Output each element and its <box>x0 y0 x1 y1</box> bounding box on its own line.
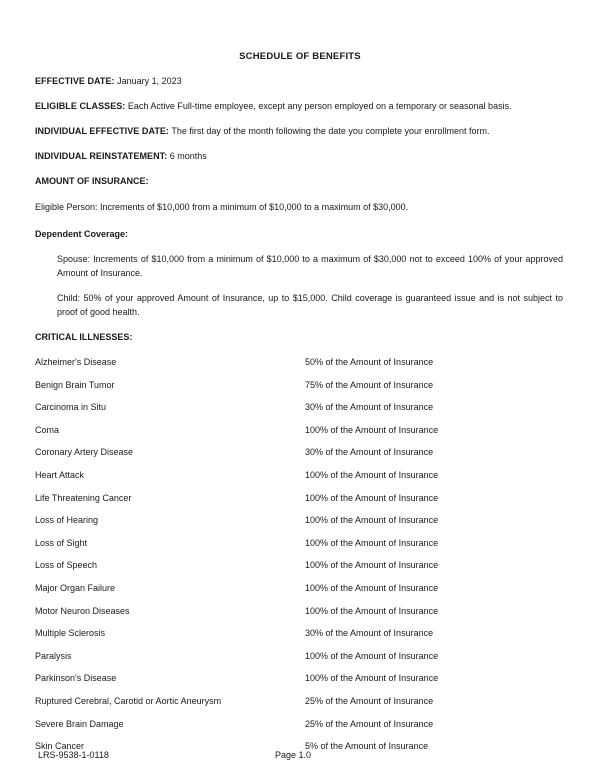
illness-benefit: 100% of the Amount of Insurance <box>305 582 439 593</box>
form-code: LRS-9538-1-0118 <box>38 750 109 760</box>
illness-name: Loss of Sight <box>35 537 88 548</box>
field-individual-effective-date-label: INDIVIDUAL EFFECTIVE DATE: <box>35 126 169 136</box>
illness-benefit: 30% of the Amount of Insurance <box>305 628 434 639</box>
field-individual-effective-date-value: The first day of the month following the date you complete your enrollment form. <box>171 126 490 136</box>
field-effective-date <box>35 75 565 88</box>
field-individual-reinstatement-label: INDIVIDUAL REINSTATEMENT: <box>35 151 168 161</box>
illness-name: Ruptured Cerebral, Carotid or Aortic Aneurysm <box>35 695 222 706</box>
table-row <box>35 356 565 379</box>
table-row <box>35 718 565 741</box>
illness-benefit: 50% of the Amount of Insurance <box>305 357 434 367</box>
subheading-dependent-coverage: Dependent Coverage: <box>35 229 129 239</box>
illness-name: Coronary Artery Disease <box>35 447 134 458</box>
illness-benefit: 30% of the Amount of Insurance <box>305 402 434 413</box>
illness-name: Heart Attack <box>35 469 85 480</box>
illness-name: Paralysis <box>35 650 72 661</box>
table-row <box>35 605 565 628</box>
illness-benefit: 100% of the Amount of Insurance <box>305 537 439 548</box>
field-individual-reinstatement-value: 6 months <box>169 151 207 161</box>
illness-name: Life Threatening Cancer <box>35 492 132 503</box>
table-row <box>35 695 565 718</box>
illness-name: Alzheimer's Disease <box>35 357 117 367</box>
table-row <box>35 537 565 560</box>
illness-name: Carcinoma in Situ <box>35 402 107 413</box>
illness-benefit: 25% of the Amount of Insurance <box>305 718 434 729</box>
illness-name: Loss of Hearing <box>35 515 99 526</box>
illness-name: Major Organ Failure <box>35 582 116 593</box>
illness-name: Motor Neuron Diseases <box>35 605 130 616</box>
table-row <box>35 401 565 424</box>
table-row <box>35 424 565 447</box>
field-eligible-classes-value: Each Active Full-time employee, except any person employed on a temporary or seasonal basis. <box>127 101 512 111</box>
field-individual-reinstatement <box>35 150 565 163</box>
illness-name: Coma <box>35 424 60 435</box>
illness-benefit: 25% of the Amount of Insurance <box>305 695 434 706</box>
illness-benefit: 100% of the Amount of Insurance <box>305 424 439 435</box>
illness-benefit: 100% of the Amount of Insurance <box>305 469 439 480</box>
table-row <box>35 492 565 515</box>
illness-benefit: 75% of the Amount of Insurance <box>305 379 434 390</box>
field-eligible-classes <box>35 100 565 113</box>
table-row <box>35 672 565 695</box>
illness-benefit: 100% of the Amount of Insurance <box>305 560 439 571</box>
illness-name: Skin Cancer <box>35 741 85 752</box>
illness-benefit: 30% of the Amount of Insurance <box>305 447 434 458</box>
field-eligible-classes-label: ELIGIBLE CLASSES: <box>35 101 126 111</box>
table-row <box>35 559 565 582</box>
illness-benefit: 100% of the Amount of Insurance <box>305 515 439 526</box>
illness-benefit: 100% of the Amount of Insurance <box>305 650 439 661</box>
illness-name: Benign Brain Tumor <box>35 379 115 390</box>
page-title: SCHEDULE OF BENEFITS <box>239 51 361 62</box>
illness-benefit: 100% of the Amount of Insurance <box>305 492 439 503</box>
field-effective-date-value: January 1, 2023 <box>117 76 182 86</box>
illness-name: Multiple Sclerosis <box>35 628 106 639</box>
table-row <box>35 514 565 537</box>
table-row <box>35 446 565 469</box>
illness-name: Loss of Speech <box>35 560 98 571</box>
field-effective-date-label: EFFECTIVE DATE: <box>35 76 115 86</box>
section-heading-amount-of-insurance: AMOUNT OF INSURANCE: <box>35 176 149 186</box>
table-row <box>35 469 565 492</box>
illness-benefit: 5% of the Amount of Insurance <box>305 741 429 752</box>
eligible-person-text: Eligible Person: Increments of $10,000 from a minimum of $10,000 to a maximum of $30,000. <box>35 202 409 212</box>
table-row <box>35 379 565 402</box>
section-heading-critical-illnesses: CRITICAL ILLNESSES: <box>35 332 133 342</box>
illness-name: Parkinson's Disease <box>35 673 117 684</box>
spouse-coverage-text: Spouse: Increments of $10,000 from a minimum of $10,000 to a maximum of $30,000 not to exceed 100% of your approved Amount of Insurance. <box>57 254 563 278</box>
child-coverage-text: Child: 50% of your approved Amount of Insurance, up to $15,000. Child coverage is guaranteed issue and is not subject to proof of good health. <box>57 293 563 317</box>
critical-illnesses-table <box>35 356 565 763</box>
illness-benefit: 100% of the Amount of Insurance <box>305 673 439 684</box>
page-number: Page 1.0 <box>275 750 312 760</box>
table-row <box>35 627 565 650</box>
table-row <box>35 650 565 673</box>
illness-name: Severe Brain Damage <box>35 718 124 729</box>
illness-benefit: 100% of the Amount of Insurance <box>305 605 439 616</box>
field-individual-effective-date <box>35 125 565 138</box>
table-row <box>35 582 565 605</box>
